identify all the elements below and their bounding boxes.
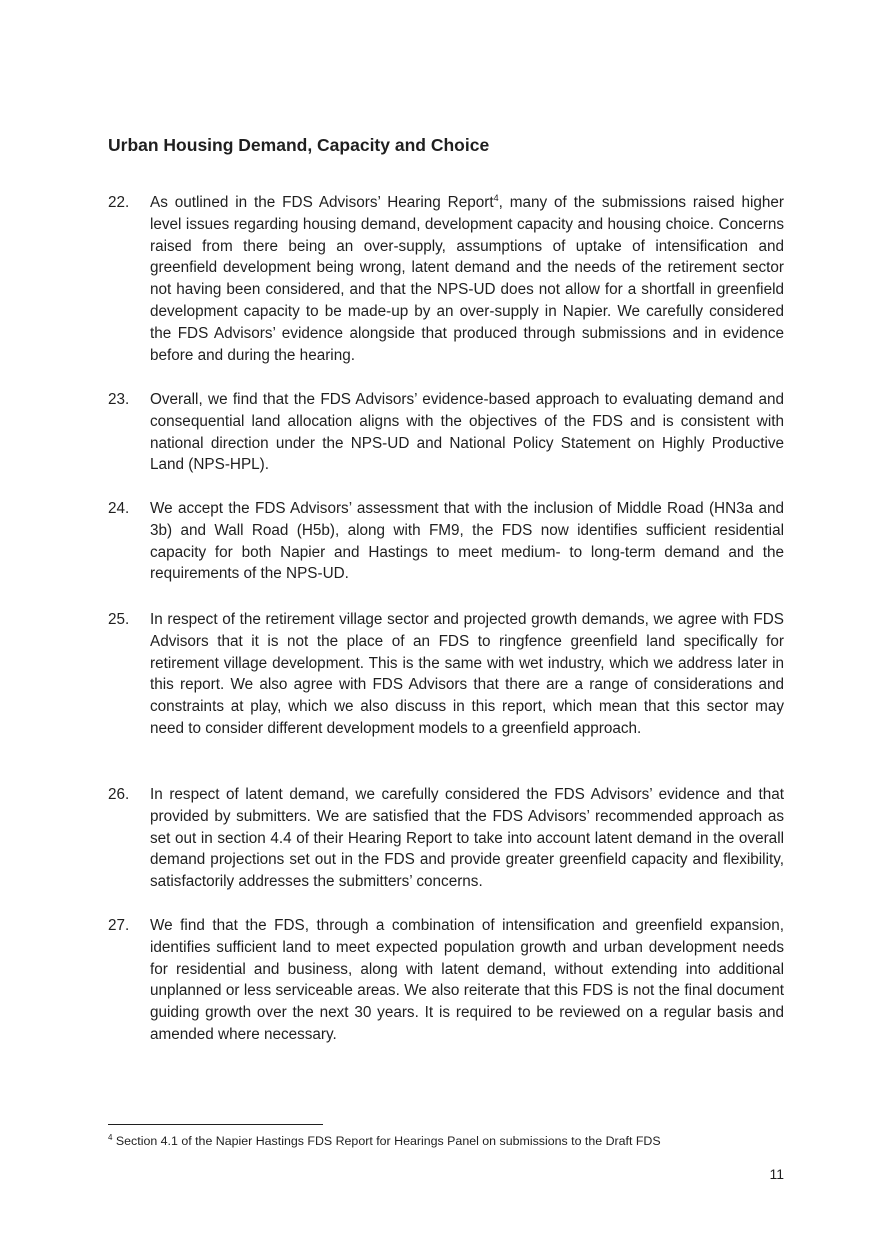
paragraph-text: We accept the FDS Advisors’ assessment that with the inclusion of Middle Road (HN3a and 3b) and Wall Road (H5b), along with FM9, the FDS now identifies sufficient residential capacity for both Napier and Hastings to meet medium- to long-term demand and the requirements of the NPS-UD. — [150, 500, 784, 583]
footnote-divider — [108, 1124, 323, 1125]
page-number: 11 — [769, 1166, 784, 1182]
paragraph-number: 24. — [108, 500, 130, 517]
paragraph-text — [150, 192, 784, 366]
paragraph-26 — [108, 784, 784, 893]
footnote-reference: 4 — [493, 192, 499, 203]
footnote — [108, 1133, 661, 1149]
paragraph-text: Overall, we find that the FDS Advisors’ evidence-based approach to evaluating demand and consequential land allocation aligns with the objectives of the FDS and is consistent with national direction under the NPS-UD and National Policy Statement on Highly Productive Land (NPS-HPL). — [150, 391, 784, 474]
paragraph-23 — [108, 389, 784, 476]
section-heading: Urban Housing Demand, Capacity and Choice — [108, 135, 490, 155]
paragraph-number: 27. — [108, 917, 130, 934]
paragraph-text: We find that the FDS, through a combination of intensification and greenfield expansion, identifies sufficient land to meet expected population growth and urban development needs for residential and business, along with latent demand, without extending into additional unplanned or less serviceable areas. We also reiterate that this FDS is not the final document guiding growth over the next 30 years. It is required to be reviewed on a regular basis and amended where necessary. — [150, 917, 784, 1043]
paragraph-number: 22. — [108, 194, 130, 211]
footnote-text: Section 4.1 of the Napier Hastings FDS Report for Hearings Panel on submissions to the Draft FDS — [112, 1134, 661, 1148]
paragraph-text: In respect of latent demand, we carefully considered the FDS Advisors’ evidence and that provided by submitters. We are satisfied that the FDS Advisors’ recommended approach as set out in section 4.4 of their Hearing Report to take into account latent demand in the overall demand projections set out in the FDS and provide greater greenfield capacity and flexibility, satisfactorily addresses the submitters’ concerns. — [150, 786, 784, 891]
paragraph-24 — [108, 498, 784, 585]
paragraph-number: 23. — [108, 391, 130, 408]
paragraph-text-start: As outlined in the FDS Advisors’ Hearing Report — [150, 194, 494, 211]
paragraph-text-end: , many of the submissions raised higher level issues regarding housing demand, development capacity and housing choice. Concerns raised from there being an over-supply, assumptions of uptake of intensification and greenfield development being wrong, latent demand and the needs of the retirement sector not having been considered, and that the NPS-UD does not allow for a shortfall in greenfield development capacity to be made-up by an over-supply in Napier. We carefully considered the FDS Advisors’ evidence alongside that produced through submissions and in evidence before and during the hearing. — [150, 194, 785, 364]
paragraph-number: 26. — [108, 786, 130, 803]
paragraph-27 — [108, 915, 784, 1046]
paragraph-number: 25. — [108, 611, 130, 628]
paragraph-text: In respect of the retirement village sector and projected growth demands, we agree with FDS Advisors that it is not the place of an FDS to ringfence greenfield land specifically for retirement village development. This is the same with wet industry, which we address later in this report. We also agree with FDS Advisors that there are a range of considerations and constraints at play, which we also discuss in this report, which mean that this sector may need to consider different development models to a greenfield approach. — [150, 611, 784, 737]
footnote-marker: 4 — [108, 1132, 113, 1142]
paragraph-25 — [108, 609, 784, 740]
paragraph-22 — [108, 192, 784, 366]
